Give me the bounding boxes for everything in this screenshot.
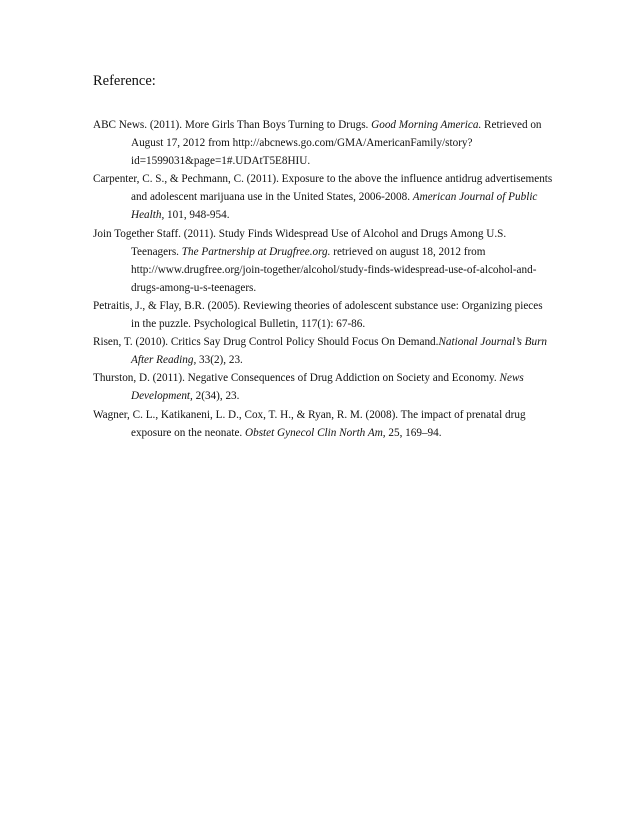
reference-list [93,116,553,442]
reference-details: 101, 948-954. [164,209,230,222]
reference-source-title: The Partnership at Drugfree.org. [181,245,331,258]
reference-source-title: American Journal of Public Health, [131,191,538,222]
reference-text: Petraitis, J., & Flay, B.R. (2005). Reviewing theories of adolescent substance use: Organizing pieces in the puzzle. Psychological Bulletin, 117(1): 67-86. [93,299,543,331]
reference-source-title: News Development, [131,372,524,403]
reference-text: ABC News. (2011). More Girls Than Boys Turning to Drugs. [93,119,372,131]
reference-entry [93,297,553,333]
reference-source-title: Obstet Gynecol Clin North Am, [245,426,386,439]
reference-entry [93,116,553,170]
reference-details: 25, 169–94. [385,426,442,439]
reference-source-title: National Journal’s Burn After Reading, [131,336,548,367]
reference-details: 2(34), 23. [192,390,240,403]
reference-entry [93,406,553,442]
reference-text: Carpenter, C. S., & Pechmann, C. (2011). Exposure to the above the influence antidrug advertisements and adolescent marijuana use in the United States, 2006-2008. [93,173,553,204]
reference-details: retrieved on august 18, 2012 from http://www.drugfree.org/join-together/alcohol/study-finds-widespread-use-of-alcohol-and-drugs-among-u-s-teenagers. [131,245,537,294]
reference-details: 33(2), 23. [196,354,243,367]
reference-text: Join Together Staff. (2011). Study Finds Widespread Use of Alcohol and Drugs Among U.S. Teenagers. [93,227,507,258]
reference-text: Wagner, C. L., Katikaneni, L. D., Cox, T. H., & Ryan, R. M. (2008). The impact of prenatal drug exposure on the neonate. [93,408,526,439]
reference-details: Retrieved on August 17, 2012 from http://abcnews.go.com/GMA/AmericanFamily/story?id=1599031&page=1#.UDAtT5E8HIU. [131,119,542,168]
reference-entry [93,225,553,297]
reference-source-title: Good Morning America. [371,119,482,131]
reference-entry [93,170,553,224]
reference-text: Risen, T. (2010). Critics Say Drug Control Policy Should Focus On Demand. [93,336,439,349]
reference-entry [93,333,553,369]
reference-entry [93,369,553,405]
reference-text: Thurston, D. (2011). Negative Consequences of Drug Addiction on Society and Economy. [93,372,500,385]
page-title: Reference: [93,73,156,89]
